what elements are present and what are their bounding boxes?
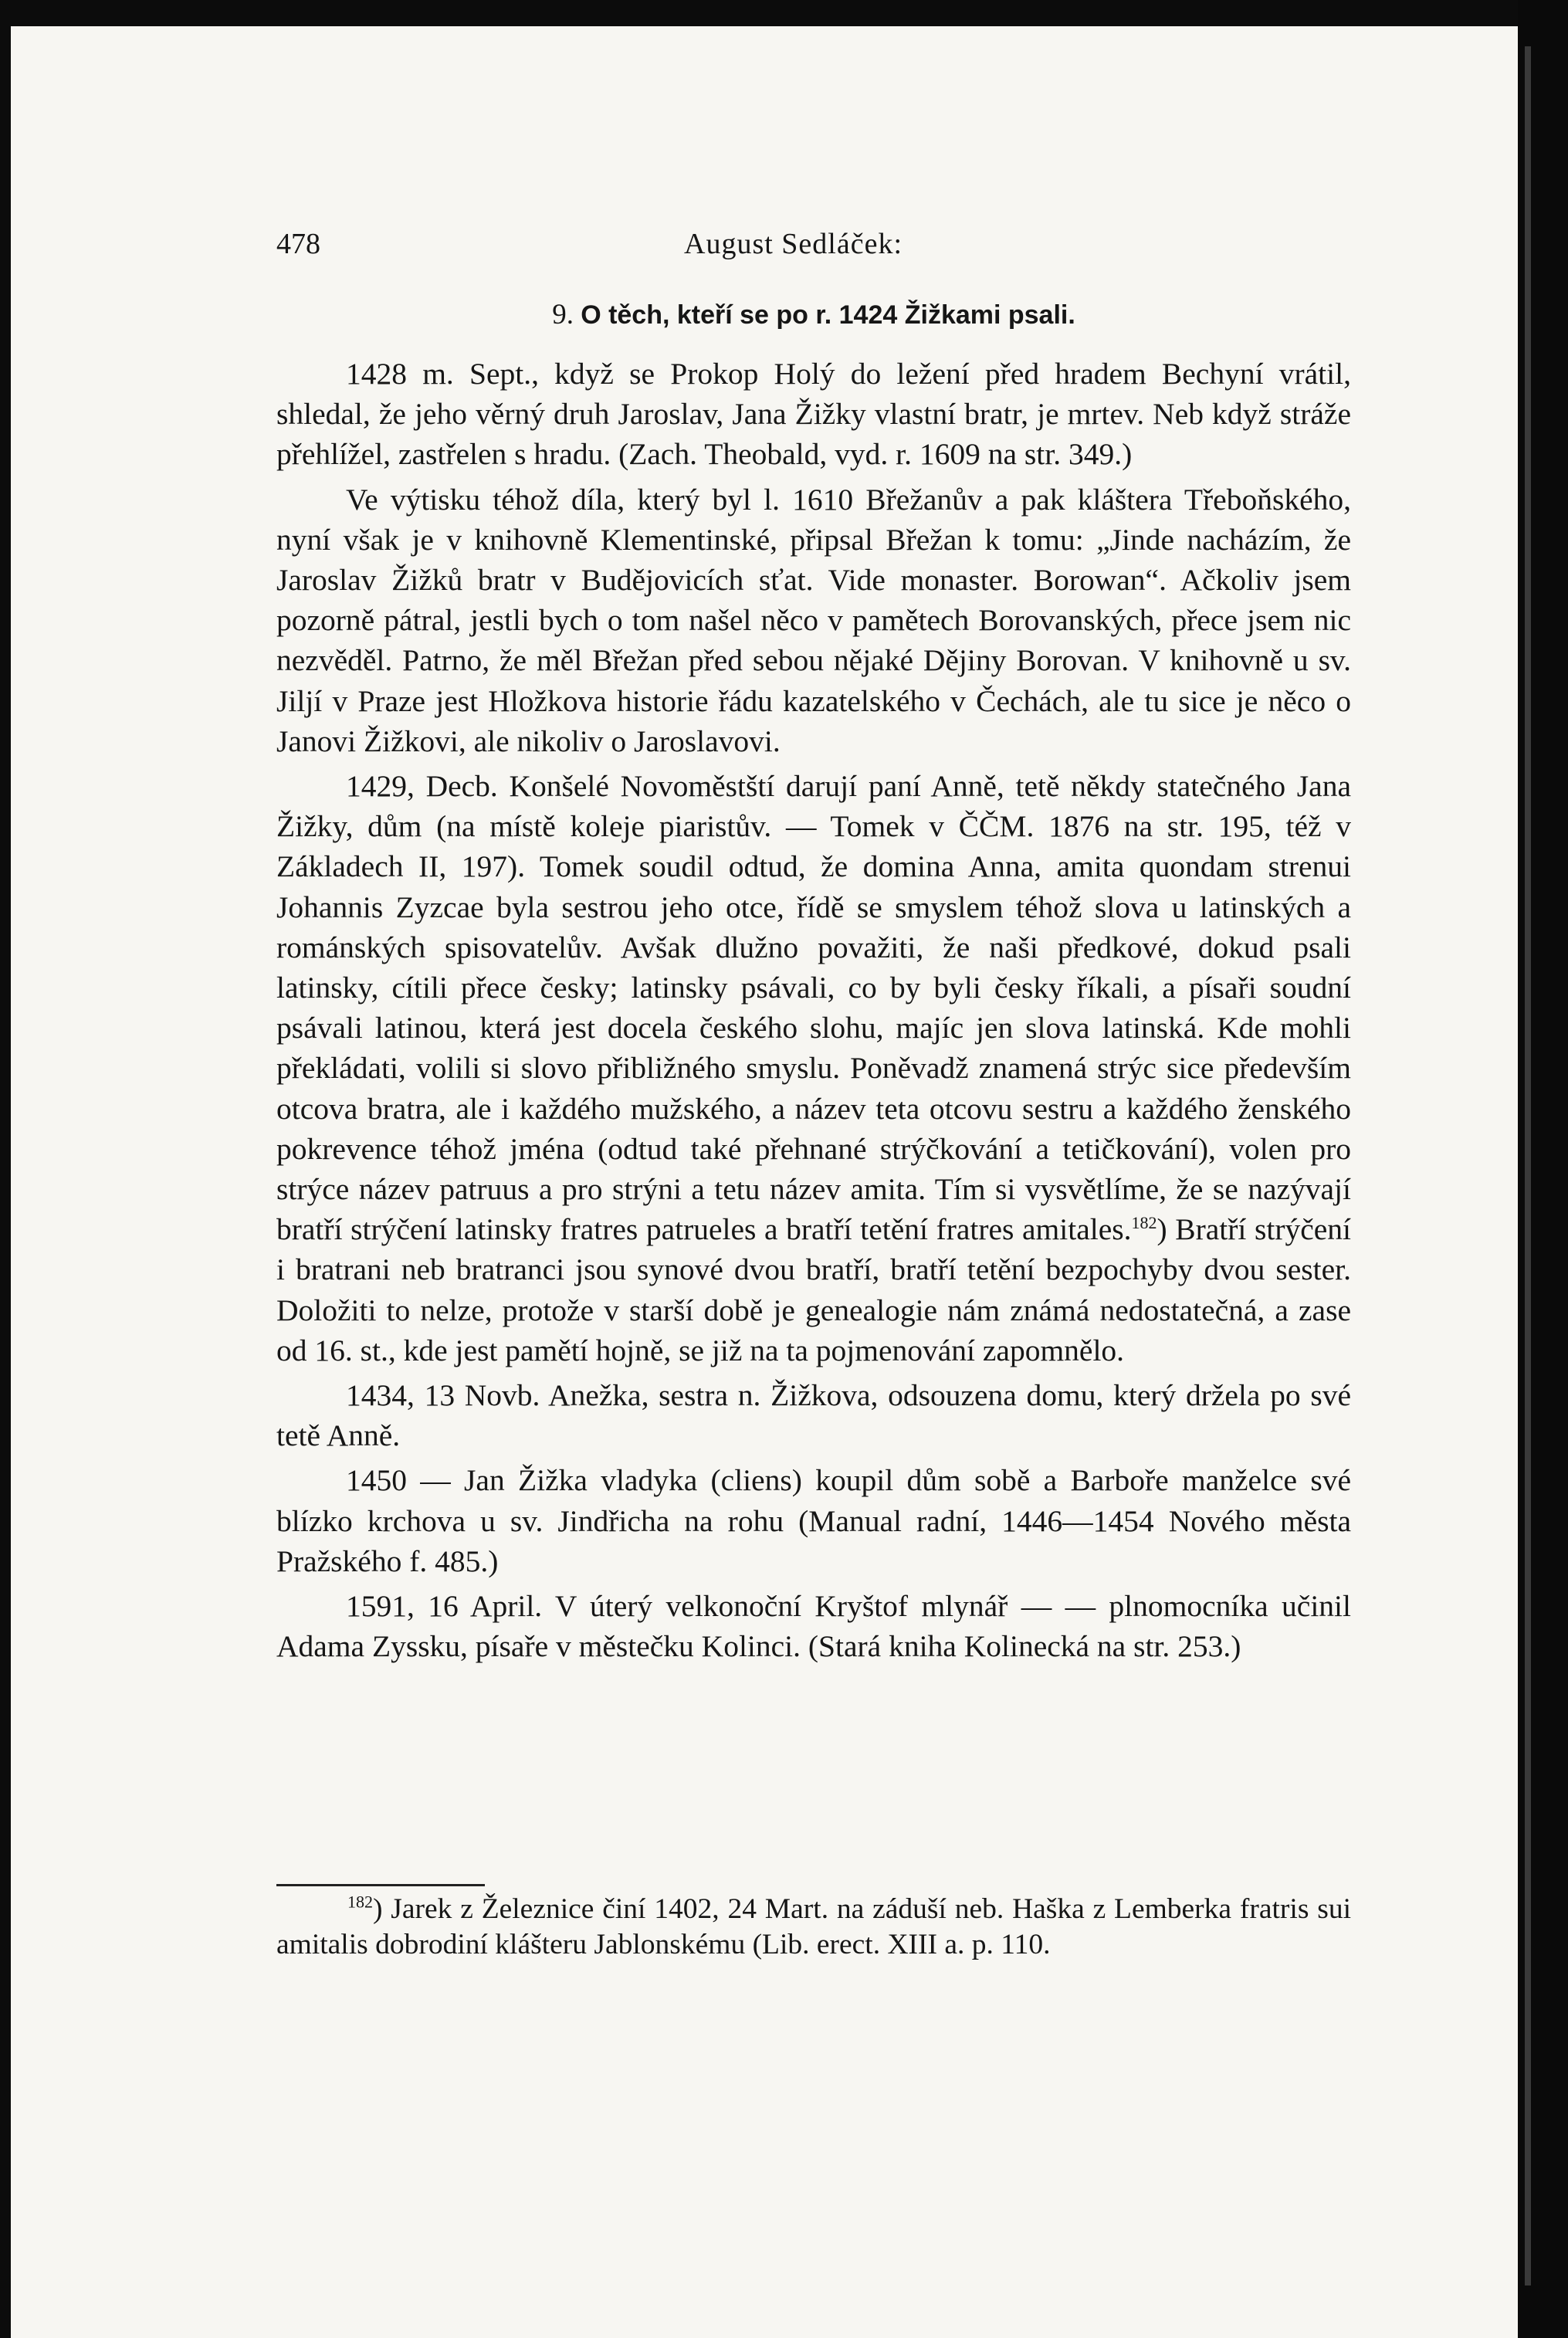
paragraph-vytisk: Ve výtisku téhož díla, který byl l. 1610 Břežanův a pak kláštera Třeboňského, nyní však je v knihovně Klementinské, připsal Břežan k tomu: „Jinde nacházím, že Jaroslav Žižků bratr v Budějovicích sťat. Vide monaster. Borowan“. Ačkoliv jsem pozorně pátral, jestli bych o tom našel něco v pamětech Borovanských, přece jsem nic nezvěděl. Patrno, že měl Břežan před sebou nějaké Dějiny Borovan. V knihovně u sv. Jiljí v Praze jest Hložkova historie řádu kazatelského v Čechách, ale tu sice je něco o Janovi Žižkovi, ale nikoliv o Jaroslavovi.: [276, 482, 1351, 758]
paragraph-1434: 1434, 13 Novb. Anežka, sestra n. Žižkova, odsouzena domu, který držela po své tetě Anně.: [276, 1378, 1351, 1453]
footnote-text: ) Jarek z Železnice činí 1402, 24 Mart. na záduší neb. Haška z Lemberka fratris sui amitalis dobrodiní klášteru Jablonskému (Lib. erect. XIII a. p. 110.: [276, 1893, 1351, 1960]
footnote-182: [276, 1892, 1351, 1963]
section-title: [276, 292, 1351, 338]
footnotes: [276, 1892, 1351, 1963]
paragraph-1429-text: 1429, Decb. Konšelé Novoměstští darují paní Anně, tetě někdy statečného Jana Žižky, dům (na místě koleje piaristův. — Tomek v ČČM. 1876 na str. 195, též v Základech II, 197). Tomek soudil odtud, že domina Anna, amita quondam strenui Johannis Zyzcae byla sestrou jeho otce, řídě se smyslem téhož slova u latinských a románských spisovatelův. Avšak dlužno považiti, že naši předkové, dokud psali latinsky, cítili přece česky; latinsky psávali, co by byli česky říkali, a písaři soudní psávali latinou, která jest docela českého slohu, majíc jen slova latinská. Kde mohli překládati, volili si slovo přibližného smyslu. Poněvadž znamená strýc sice především otcova bratra, ale i každého mužského, a název teta otcovu sestru a každého ženského pokrevence téhož jména (odtud také přehnané strýčkování a tetičkování), volen pro strýce název patruus a pro strýni a tetu název amita. Tím si vysvětlíme, že se nazývají bratří strýčení latinsky fratres patrueles a bratří tetění fratres amitales.: [276, 769, 1351, 1247]
running-head: August Sedláček:: [684, 228, 903, 260]
paragraph-1429-tail: ) Bratří strýčení i bratrani neb bratranci jsou synové dvou bratří, bratří tetění bezpochyby dvou sester. Doložiti to nelze, protože v starší době je genealogie nám známá nedostatečná, a zase od 16. st., kde jest pamětí hojně, se již na ta pojmenování zapomnělo.: [276, 1212, 1352, 1367]
section-heading: O těch, kteří se po r. 1424 Žižkami psali.: [581, 300, 1075, 330]
paragraph-1428: 1428 m. Sept., když se Prokop Holý do ležení před hradem Bechyní vrátil, shledal, že jeho věrný druh Jaroslav, Jana Žižky vlastní bratr, je mrtev. Neb když stráže přehlížel, zastřelen s hradu. (Zach. Theobald, vyd. r. 1609 na str. 349.): [276, 357, 1351, 472]
paragraph-1429: [276, 766, 1351, 1371]
section-number: 9.: [552, 299, 574, 330]
paragraph-1591: 1591, 16 April. V úterý velkonoční Kryštof mlynář — — plnomocníka učinil Adama Zyssku, písaře v městečku Kolinci. (Stará kniha Kolinecká na str. 253.): [276, 1589, 1351, 1664]
page-header: [276, 221, 1357, 267]
paragraph-1450: 1450 — Jan Žižka vladyka (cliens) koupil dům sobě a Barboře manželce své blízko krchova u sv. Jindřicha na rohu (Manual radní, 1446—1454 Nového města Pražského f. 485.): [276, 1463, 1351, 1578]
footnote-marker: 182: [347, 1892, 373, 1912]
book-edge: [1518, 0, 1568, 2338]
footnote-reference: 182: [1131, 1213, 1157, 1233]
body-text: [276, 354, 1351, 1667]
footnote-rule: [276, 1884, 485, 1886]
binding-shadow: [1525, 46, 1531, 2285]
page-number: 478: [276, 228, 320, 260]
